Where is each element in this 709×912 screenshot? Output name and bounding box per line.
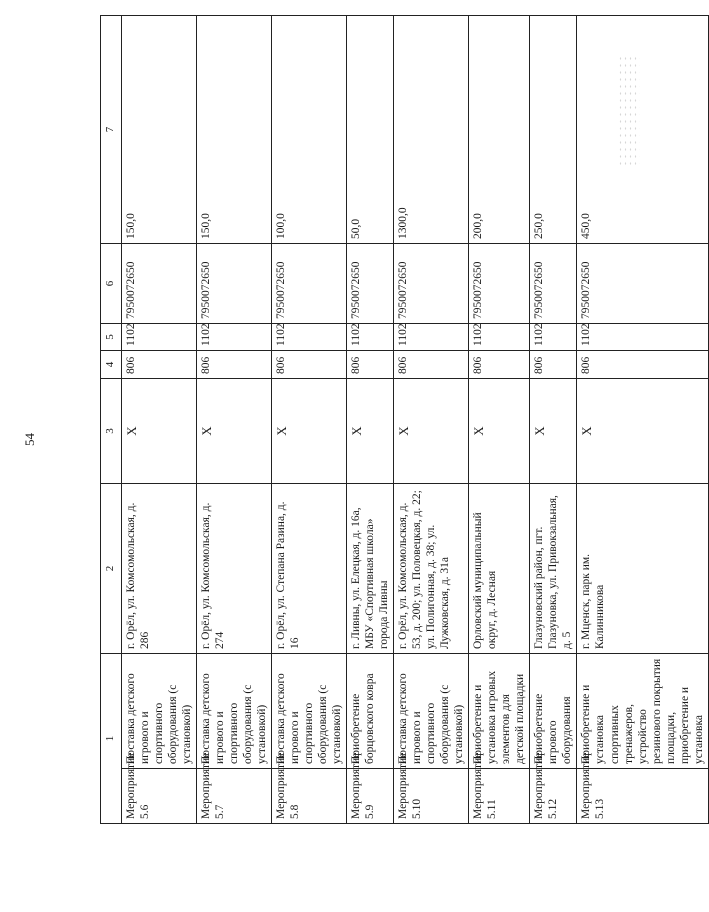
event-address: г. Орёл, ул. Комсомольская, д. 53, д. 200; ул. Половецкая, д. 22; ул. Полигонная, д. 38; ул. Лужковская, д. 31а	[394, 484, 469, 654]
amount-cell: 1300,0	[394, 16, 469, 244]
column-header: 6	[101, 244, 122, 324]
cross-mark: X	[394, 379, 469, 484]
cross-mark: X	[469, 379, 530, 484]
code-cell: 1102	[530, 324, 577, 351]
column-header: 1	[101, 654, 122, 824]
event-number: Мероприятие 5.13	[577, 769, 708, 824]
event-number: Мероприятие 5.8	[272, 769, 347, 824]
code-cell: 806	[197, 351, 272, 379]
table-row	[272, 16, 347, 824]
event-description: Приобретение борцовского ковра	[347, 654, 394, 769]
cross-mark: X	[122, 379, 197, 484]
code-cell: 806	[122, 351, 197, 379]
event-number: Мероприятие 5.10	[394, 769, 469, 824]
code-cell: 806	[577, 351, 708, 379]
event-number: Мероприятие 5.12	[530, 769, 577, 824]
column-header: 2	[101, 484, 122, 654]
code-cell: 806	[530, 351, 577, 379]
code-cell: 1102	[347, 324, 394, 351]
code-cell: 1102	[469, 324, 530, 351]
event-description: Поставка детского игрового и спортивного оборудования (с установкой)	[272, 654, 347, 769]
event-number: Мероприятие 5.11	[469, 769, 530, 824]
event-description: Приобретение и установка игровых элементов для детской площадки	[469, 654, 530, 769]
event-address: г. Орёл, ул. Степана Разина, д. 16	[272, 484, 347, 654]
activities-table	[100, 15, 709, 824]
column-header: 7	[101, 16, 122, 244]
code-cell: 1102	[272, 324, 347, 351]
code-cell: 7950072650	[530, 244, 577, 324]
amount-cell: 100,0	[272, 16, 347, 244]
event-address: г. Орёл, ул. Комсомольская, д. 274	[197, 484, 272, 654]
code-cell: 806	[272, 351, 347, 379]
code-cell: 7950072650	[197, 244, 272, 324]
amount-cell: 150,0	[197, 16, 272, 244]
column-header: 3	[101, 379, 122, 484]
amount-cell: 50,0	[347, 16, 394, 244]
event-description: Поставка детского игрового и спортивного оборудования (с установкой)	[197, 654, 272, 769]
table-row	[577, 16, 708, 824]
event-address: г. Ливны, ул. Елецкая, д. 16а, МБУ «Спортивная школа» города Ливны	[347, 484, 394, 654]
amount-cell: 450,0	[577, 16, 708, 244]
code-cell: 1102	[122, 324, 197, 351]
event-address: Глазуновский район, пгт. Глазуновка, ул. Привокзальная, д. 5	[530, 484, 577, 654]
amount-cell: 200,0	[469, 16, 530, 244]
code-cell: 7950072650	[122, 244, 197, 324]
code-cell: 7950072650	[469, 244, 530, 324]
code-cell: 7950072650	[272, 244, 347, 324]
table-row	[530, 16, 577, 824]
code-cell: 7950072650	[347, 244, 394, 324]
page-number: 54	[22, 433, 37, 446]
amount-cell: 250,0	[530, 16, 577, 244]
column-header: 4	[101, 351, 122, 379]
event-address: Орловский муниципальный округ, д. Лесная	[469, 484, 530, 654]
amount-cell: 150,0	[122, 16, 197, 244]
code-cell: 1102	[394, 324, 469, 351]
code-cell: 1102	[577, 324, 708, 351]
table-header-row	[101, 16, 122, 824]
event-number: Мероприятие 5.7	[197, 769, 272, 824]
cross-mark: X	[347, 379, 394, 484]
code-cell: 1102	[197, 324, 272, 351]
event-description: Поставка детского игрового и спортивного оборудования (с установкой)	[122, 654, 197, 769]
code-cell: 806	[347, 351, 394, 379]
event-number: Мероприятие 5.9	[347, 769, 394, 824]
table-row	[347, 16, 394, 824]
code-cell: 7950072650	[394, 244, 469, 324]
table-row	[469, 16, 530, 824]
code-cell: 806	[394, 351, 469, 379]
event-number: Мероприятие 5.6	[122, 769, 197, 824]
event-address: г. Орёл, ул. Комсомольская, д. 286	[122, 484, 197, 654]
table-row	[122, 16, 197, 824]
cross-mark: X	[530, 379, 577, 484]
code-cell: 7950072650	[577, 244, 708, 324]
event-description: Приобретение и установка спортивных тренажеров, устройство резинового покрытия площадки, приобретение и установка	[577, 654, 708, 769]
event-description: Приобретение игрового оборудования	[530, 654, 577, 769]
table-row	[394, 16, 469, 824]
table-row	[197, 16, 272, 824]
code-cell: 806	[469, 351, 530, 379]
cross-mark: X	[197, 379, 272, 484]
column-header: 5	[101, 324, 122, 351]
cross-mark: X	[272, 379, 347, 484]
cross-mark: X	[577, 379, 708, 484]
event-address: г. Мценск, парк им. Калинникова	[577, 484, 708, 654]
event-description: Поставка детского игрового и спортивного оборудования (с установкой)	[394, 654, 469, 769]
